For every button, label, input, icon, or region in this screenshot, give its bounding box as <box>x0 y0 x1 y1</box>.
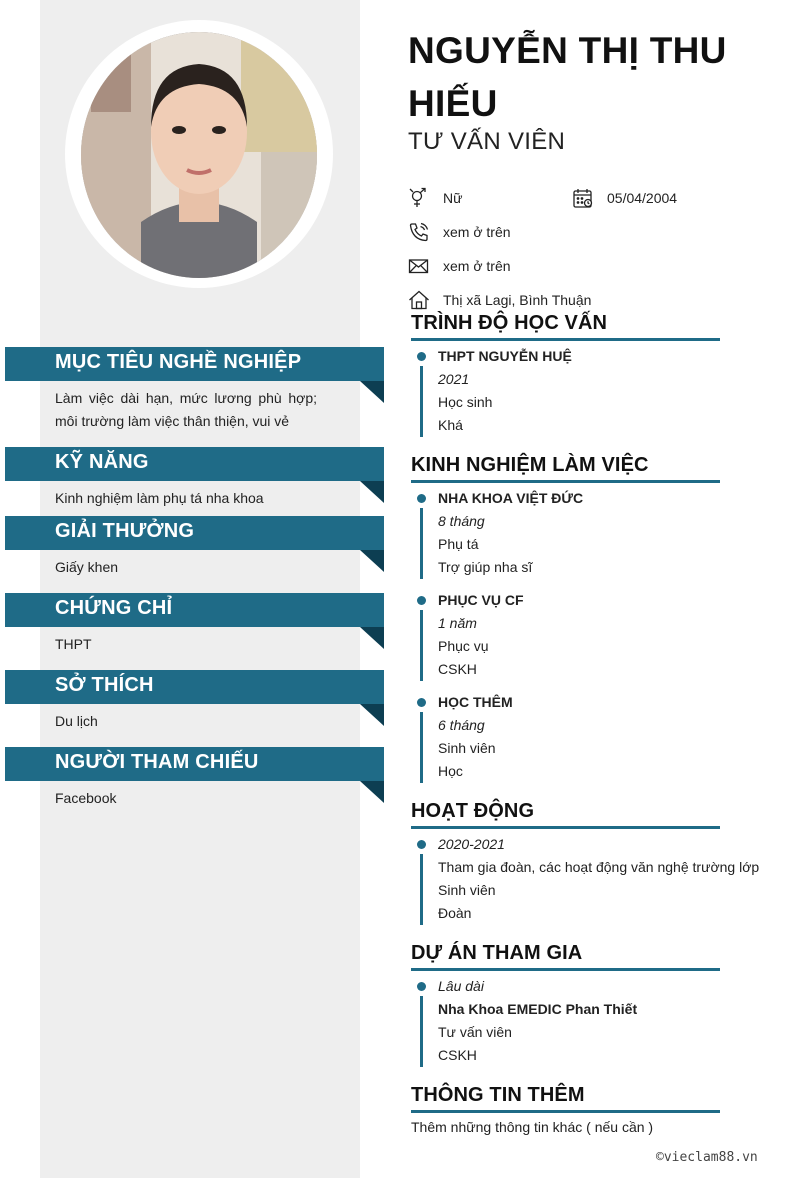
project-role: Tư vấn viên <box>438 1024 512 1040</box>
candidate-name: NGUYỄN THỊ THU HIẾU <box>408 30 727 124</box>
timeline-line <box>420 712 423 783</box>
company-name: HỌC THÊM <box>438 694 513 710</box>
activity-role: Sinh viên <box>438 882 496 898</box>
section-education <box>411 312 761 335</box>
avatar <box>81 32 317 278</box>
school-grade: Khá <box>438 417 463 433</box>
school-name: THPT NGUYỄN HUỆ <box>438 348 572 364</box>
section-underline <box>411 1110 720 1113</box>
career-objective-text: Làm việc dài hạn, mức lương phù hợp; môi trường làm việc thân thiện, vui vẻ <box>55 390 317 429</box>
section-title: NGƯỜI THAM CHIẾU <box>55 751 259 773</box>
certificates-text: THPT <box>55 636 92 652</box>
section-title: HOẠT ĐỘNG <box>411 800 535 822</box>
section-header-bar <box>5 447 384 481</box>
ribbon-fold <box>360 381 384 403</box>
entry-text <box>438 345 572 437</box>
phone-row <box>408 220 511 244</box>
project-name: Nha Khoa EMEDIC Phan Thiết <box>438 1001 638 1017</box>
ribbon-fold <box>360 550 384 572</box>
timeline-line <box>420 854 423 925</box>
section-title: GIẢI THƯỞNG <box>55 520 195 542</box>
project-time: Lâu dài <box>438 978 484 994</box>
address-row <box>408 288 591 312</box>
school-major: Học sinh <box>438 394 493 410</box>
company-name: NHA KHOA VIỆT ĐỨC <box>438 490 584 506</box>
experience-entry <box>411 589 771 681</box>
activity-entry <box>411 833 771 925</box>
timeline-line <box>420 508 423 579</box>
job-description: Trợ giúp nha sĩ <box>438 559 533 575</box>
timeline-dot <box>417 596 426 605</box>
skills-text: Kinh nghiệm làm phụ tá nha khoa <box>55 490 264 506</box>
activity-time: 2020-2021 <box>438 836 505 852</box>
job-title: TƯ VẤN VIÊN <box>408 128 566 155</box>
section-title: CHỨNG CHỈ <box>55 597 173 619</box>
section-experience <box>411 454 761 477</box>
envelope-icon <box>408 255 430 277</box>
section-activities <box>411 800 761 823</box>
section-title: THÔNG TIN THÊM <box>411 1084 585 1106</box>
experience-entry <box>411 691 771 783</box>
gender-row <box>408 186 462 210</box>
section-awards <box>0 516 384 579</box>
section-title: TRÌNH ĐỘ HỌC VẤN <box>411 312 608 334</box>
entry-text <box>438 487 583 579</box>
email-row <box>408 254 511 278</box>
job-position: Phục vụ <box>438 638 489 654</box>
footer-watermark: ©vieclam88.vn <box>656 1150 758 1165</box>
job-description: CSKH <box>438 661 477 677</box>
timeline-dot <box>417 982 426 991</box>
section-references <box>0 747 384 810</box>
gender-icon <box>408 187 430 209</box>
school-year: 2021 <box>438 371 470 387</box>
section-career-objective <box>0 347 384 433</box>
timeline-dot <box>417 352 426 361</box>
section-underline <box>411 338 720 341</box>
company-name: PHỤC VỤ CF <box>438 592 524 608</box>
timeline-dot <box>417 840 426 849</box>
section-header-bar <box>5 593 384 627</box>
job-duration: 8 tháng <box>438 513 485 529</box>
section-header-bar <box>5 670 384 704</box>
section-certificates <box>0 593 384 656</box>
ribbon-fold <box>360 481 384 503</box>
dob-row <box>572 186 677 210</box>
ribbon-fold <box>360 704 384 726</box>
more-info-text: Thêm những thông tin khác ( nếu cần ) <box>411 1119 654 1135</box>
section-header-bar <box>5 516 384 550</box>
section-underline <box>411 480 720 483</box>
ribbon-fold <box>360 627 384 649</box>
dob-value: 05/04/2004 <box>607 190 678 206</box>
ribbon-fold <box>360 781 384 803</box>
section-projects <box>411 942 761 965</box>
project-entry <box>411 975 771 1067</box>
home-icon <box>408 289 430 311</box>
entry-text <box>438 691 513 783</box>
entry-text <box>438 833 759 925</box>
section-title: DỰ ÁN THAM GIA <box>411 942 583 964</box>
phone-value: xem ở trên <box>443 224 511 240</box>
address-value: Thị xã Lagi, Bình Thuận <box>443 292 592 308</box>
section-underline <box>411 826 720 829</box>
experience-entry <box>411 487 771 579</box>
job-position: Phụ tá <box>438 536 479 552</box>
activity-description: Tham gia đoàn, các hoạt động văn nghệ trường lớp <box>438 859 760 875</box>
timeline-line <box>420 996 423 1067</box>
project-description: CSKH <box>438 1047 477 1063</box>
calendar-icon <box>572 187 594 209</box>
entry-text <box>438 589 524 681</box>
timeline-dot <box>417 494 426 503</box>
job-duration: 6 tháng <box>438 717 485 733</box>
education-entry <box>411 345 771 437</box>
section-more-info <box>411 1084 761 1135</box>
activity-organization: Đoàn <box>438 905 472 921</box>
email-value: xem ở trên <box>443 258 511 274</box>
section-title: MỤC TIÊU NGHỀ NGHIỆP <box>55 351 302 373</box>
section-header-bar <box>5 347 384 381</box>
timeline-line <box>420 610 423 681</box>
section-title: KỸ NĂNG <box>55 451 149 473</box>
timeline-line <box>420 366 423 437</box>
entry-text <box>438 975 637 1067</box>
section-header-bar <box>5 747 384 781</box>
hobbies-text: Du lịch <box>55 713 98 729</box>
awards-text: Giấy khen <box>55 559 119 575</box>
section-title: SỞ THÍCH <box>55 674 154 696</box>
section-underline <box>411 968 720 971</box>
gender-value: Nữ <box>443 190 463 206</box>
phone-icon <box>408 221 430 243</box>
timeline-dot <box>417 698 426 707</box>
job-duration: 1 năm <box>438 615 477 631</box>
job-description: Học <box>438 763 463 779</box>
references-text: Facebook <box>55 790 117 806</box>
section-skills <box>0 447 384 510</box>
section-hobbies <box>0 670 384 733</box>
section-title: KINH NGHIỆM LÀM VIỆC <box>411 454 649 476</box>
job-position: Sinh viên <box>438 740 496 756</box>
